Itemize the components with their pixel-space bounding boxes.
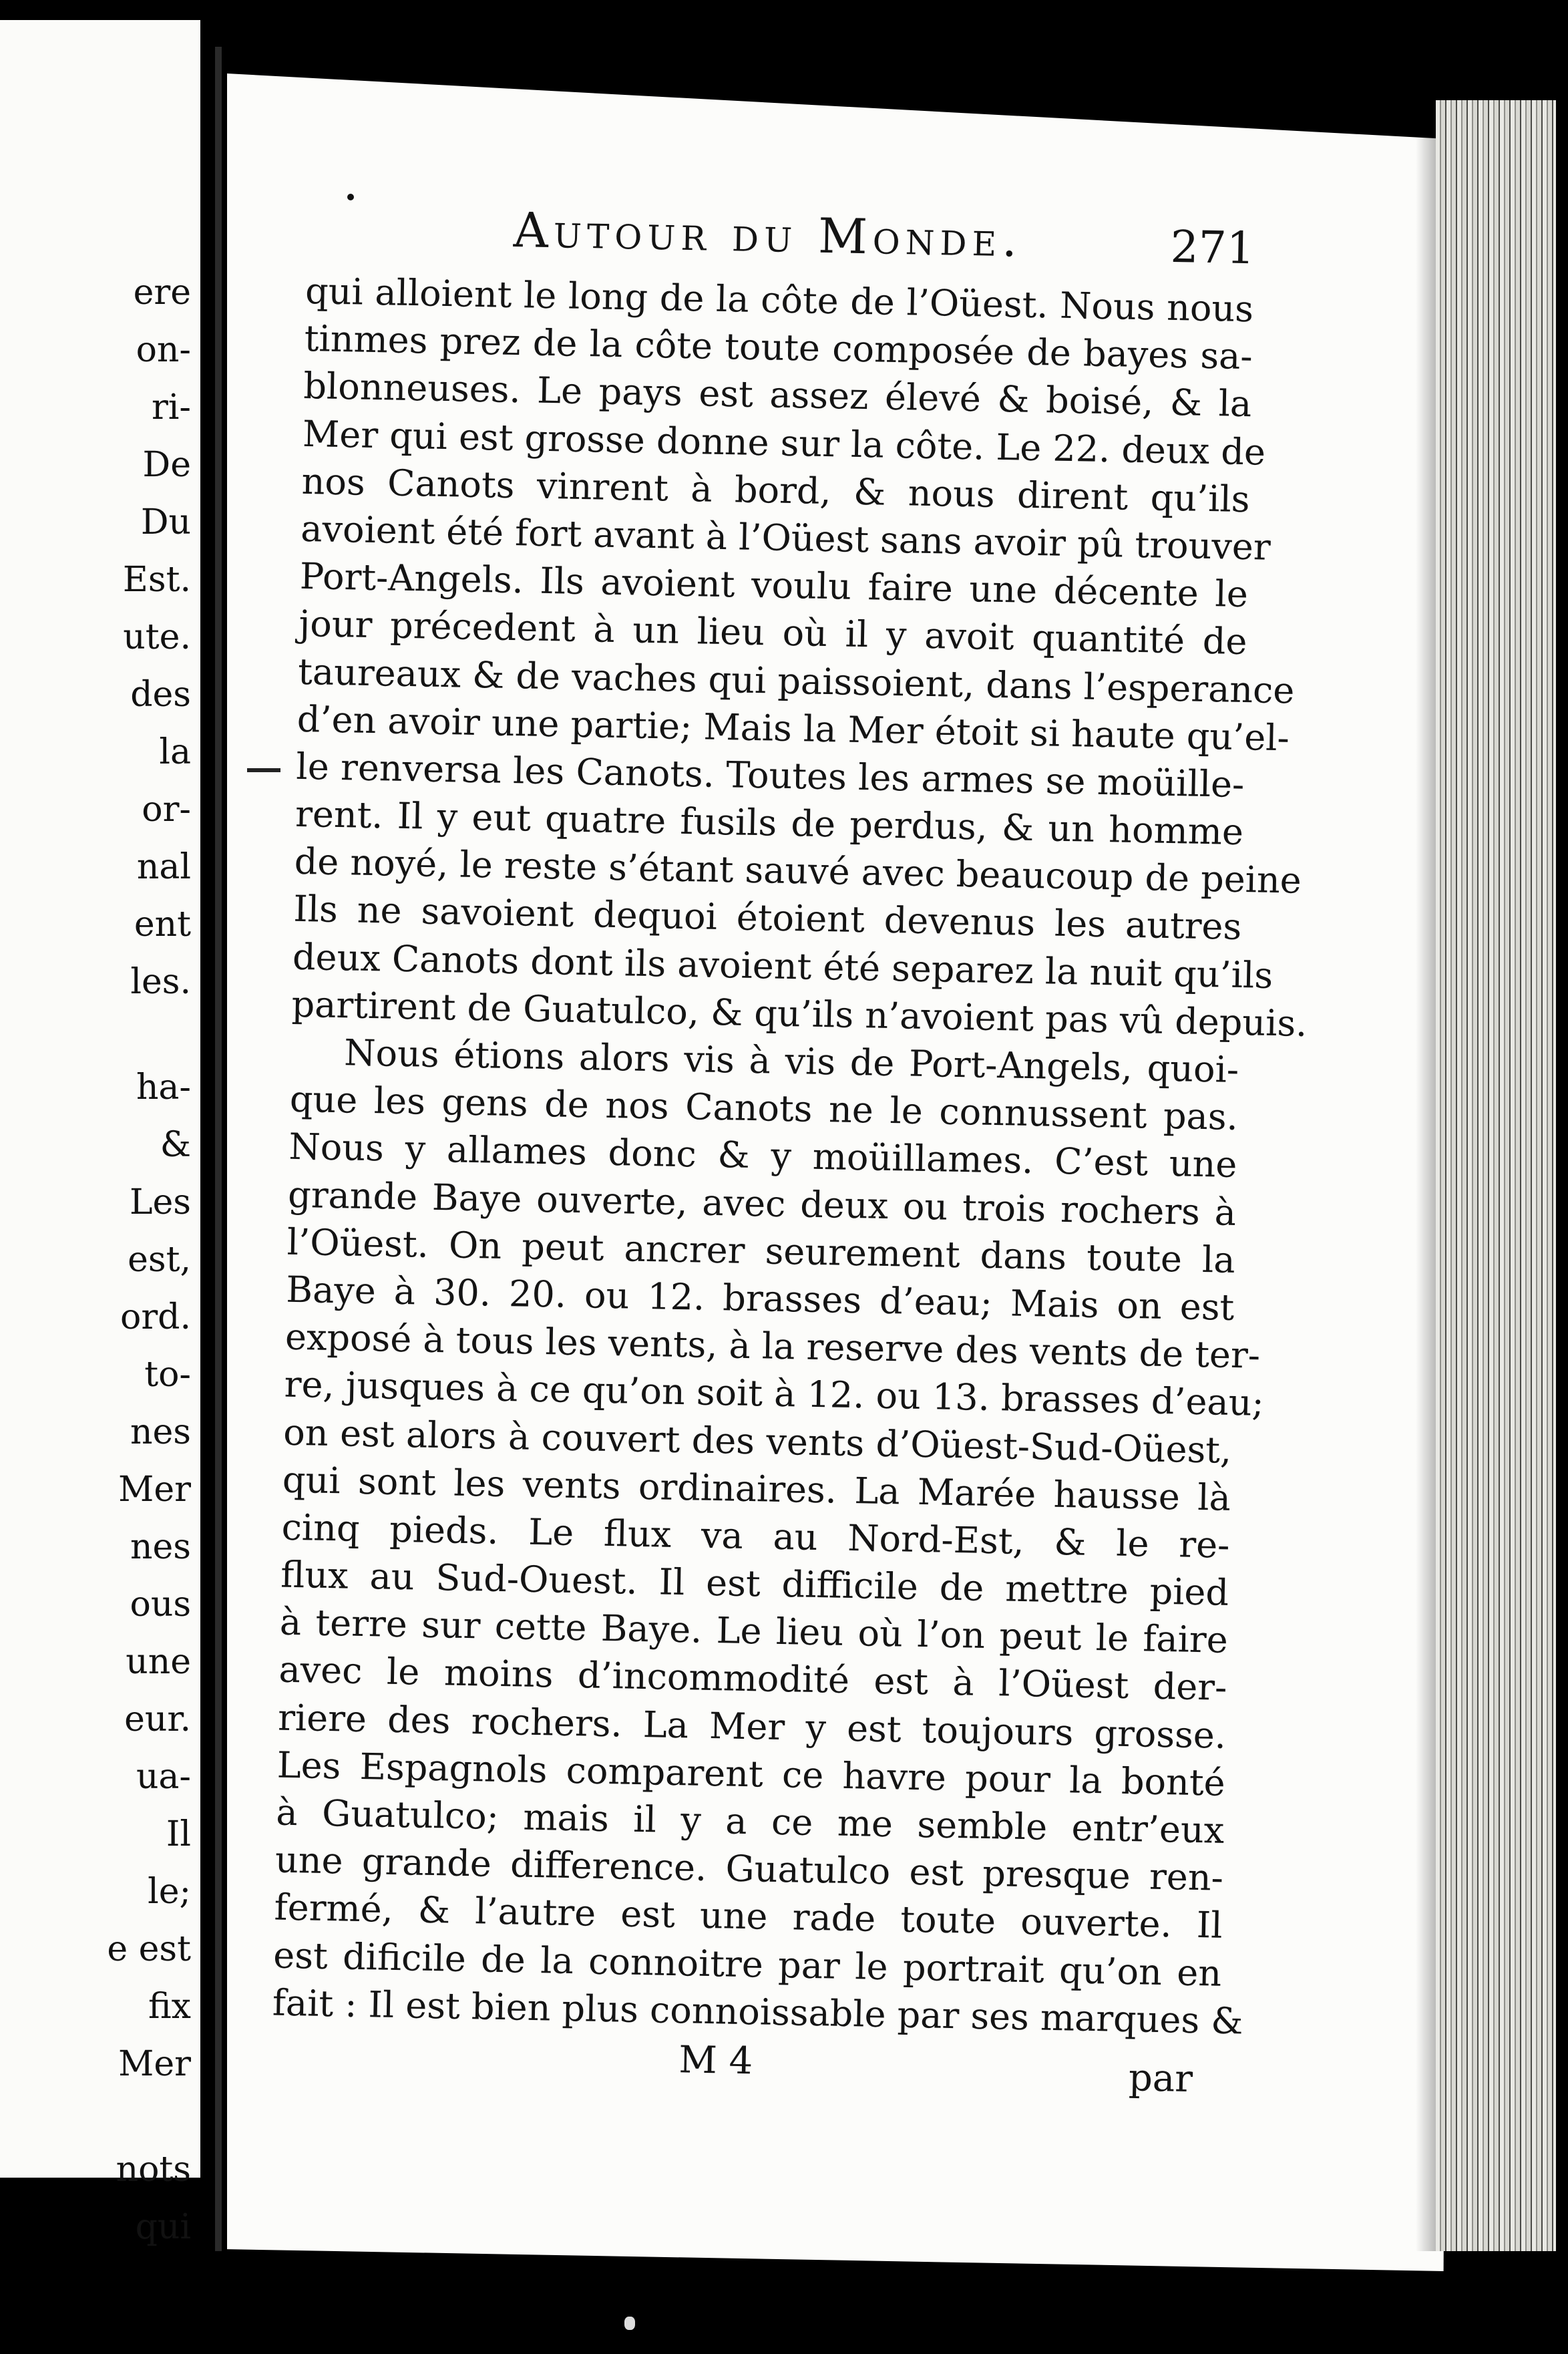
facing-page-fragment: la [159,732,191,772]
facing-page-fragment: une [126,1642,191,1682]
text-line: une grande difference. Guatulco est presque ren- [274,1838,1224,1899]
text-line: de noyé, le reste s’étant sauvé avec beaucoup de peine [294,840,1302,902]
text-line: re, jusques à ce qu’on soit à 12. ou 13. brasses d’eau; [284,1363,1265,1425]
text-line: Nous étions alors vis à vis de Port-Angels, quoi- [343,1031,1239,1091]
facing-page-fragment: le; [148,1872,191,1912]
gutter-shadow [215,47,222,2251]
facing-page-fragment: ere [133,273,191,313]
facing-page-fragment: e est [107,1929,191,1969]
facing-page-fragment: les. [130,962,191,1002]
text-line: Port-Angels. Ils avoient voulu faire une décente le [299,555,1249,616]
text-line: Nous y allames donc & y moüillames. C’est une [288,1126,1237,1186]
signature-mark: M 4 [678,2038,753,2083]
text-line: tinmes prez de la côte toute composée de bayes sa- [304,317,1253,378]
text-line: Ils ne savoient dequoi étoient devenus les autres [292,888,1242,949]
running-title: Autour du Monde. [513,201,1023,268]
text-line: exposé à tous les vents, à la reserve des vents de ter- [284,1315,1261,1377]
facing-page-fragment: ha- [136,1067,191,1108]
text-line: à Guatulco; mais il y a ce me semble entr’eux [275,1791,1225,1852]
facing-page-fragment: ord. [120,1297,191,1337]
text-line: deux Canots dont ils avoient été separez la nuit qu’ils [292,935,1273,997]
facing-page-fragment: ous [130,1584,191,1625]
facing-page-fragment: Du [140,502,191,542]
text-line: à terre sur cette Baye. Le lieu où l’on peut le faire [279,1601,1229,1662]
facing-page-fragment: des [130,675,191,715]
facing-page-fragment: eur. [124,1699,191,1739]
facing-page-fragment: on- [136,330,191,370]
text-line: Les Espagnols comparent ce havre pour la bonté [276,1743,1226,1804]
page-number: 271 [1169,220,1255,275]
facing-page-fragment: nes [130,1527,191,1567]
facing-page-fragment: ute. [123,617,191,657]
facing-page-fragment: Mer [118,1470,191,1510]
facing-page-fragment: nots [116,2150,191,2190]
text-line: le renversa les Canots. Toutes les armes se moüille- [295,745,1245,806]
text-line: blonneuses. Le pays est assez élevé & boisé, & la [303,365,1252,426]
text-line: est dificile de la connoitre par le portrait qu’on en [272,1934,1222,1995]
text-line: grande Baye ouverte, avec deux ou trois rochers à [287,1173,1237,1234]
text-line: fermé, & l’autre est une rade toute ouverte. Il [274,1886,1223,1947]
text-line: jour précedent à un lieu où il y avoit quantité de [299,603,1247,663]
text-line: partirent de Guatulco, & qu’ils n’avoient pas vû depuis. [291,983,1308,1045]
facing-page-fragment: Les [130,1182,191,1222]
facing-page-text-fragments [107,264,191,2256]
facing-page-fragment: fix [148,1987,191,2027]
page-text-block [271,194,1308,2102]
text-line: on est alors à couvert des vents d’Oüest-Sud-Oüest, [282,1411,1232,1472]
facing-page-fragment: & [160,1125,191,1165]
text-line: d’en avoir une partie; Mais la Mer étoit si haute qu’el- [297,697,1290,760]
facing-page-fragment: or- [142,790,191,830]
text-line: que les gens de nos Canots ne le connussent pas. [289,1077,1239,1139]
text-line: fait : Il est bien plus connoissable par ses marques & [272,1981,1243,2043]
facing-page-fragment: ua- [136,1757,191,1797]
book-gutter [200,0,227,2354]
facing-page-fragment: qui [135,2207,191,2247]
paper-smudge [624,2317,635,2330]
facing-page-fragment: Mer [118,2044,191,2084]
facing-page-fragment: De [142,445,191,485]
facing-page-fragment: Il [166,1814,191,1854]
text-line: taureaux & de vaches qui paissoient, dans l’esperance [297,650,1295,712]
text-line: qui alloient le long de la côte de l’Oüest. Nous nous [305,269,1254,331]
body-text [272,267,1308,2045]
text-line: riere des rochers. La Mer y est toujours grosse. [277,1696,1227,1757]
facing-page-fragment: nes [130,1412,191,1452]
facing-page-fragment: nal [136,847,191,887]
ink-dash [247,768,280,772]
facing-page-fragment: Est. [122,560,191,600]
text-line: avoient été fort avant à l’Oüest sans avoir pû trouver [300,507,1271,568]
facing-page-fragment: ri- [151,387,191,428]
facing-page-fragment [107,1011,191,1059]
page-block-edges [1436,100,1556,2251]
catchword: par [1128,2056,1193,2101]
text-line: avec le moins d’incommodité est à l’Oüest der- [278,1649,1227,1709]
facing-page-fragment: to- [144,1355,191,1395]
facing-page-fragment: ent [134,904,191,945]
facing-page-left [0,20,204,2247]
text-line: qui sont les vents ordinaires. La Marée hausse là [282,1458,1231,1519]
text-line: nos Canots vinrent à bord, & nous dirent qu’ils [301,460,1251,520]
text-line: Baye à 30. 20. ou 12. brasses d’eau; Mais on est [285,1268,1235,1329]
text-line: rent. Il y eut quatre fusils de perdus, & un homme [295,792,1244,854]
facing-page-fragment: est, [128,1240,191,1280]
text-line: Mer qui est grosse donne sur la côte. Le 22. deux de [302,412,1266,474]
text-line: l’Oüest. On peut ancrer seurement dans toute la [286,1220,1236,1281]
text-line: flux au Sud-Ouest. Il est difficile de mettre pied [280,1553,1229,1614]
facing-page-fragment [107,2093,191,2141]
text-line: cinq pieds. Le flux va au Nord-Est, & le re- [281,1506,1231,1566]
